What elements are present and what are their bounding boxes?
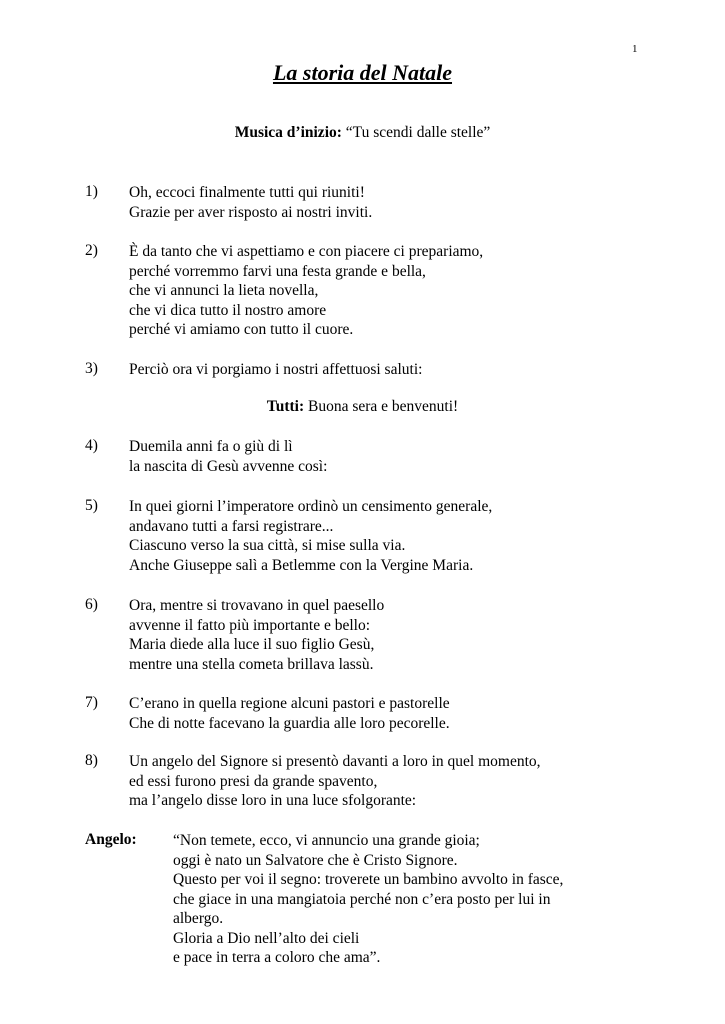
stanza-line: C’erano in quella regione alcuni pastori e pastorelle (129, 695, 450, 712)
stanza-line: Ciascuno verso la sua città, si mise sulla via. (129, 537, 406, 554)
angelo-line: che giace in una mangiatoia perché non c’era posto per lui in (173, 890, 551, 908)
stanza-line: che vi annunci la lieta novella, (129, 282, 319, 299)
page-title: La storia del Natale (272, 60, 453, 85)
stanza-line: È da tanto che vi aspettiamo e con piacere ci prepariamo, (129, 243, 484, 260)
tutti-label: Tutti: (266, 398, 305, 415)
stanza-line: perché vi amiamo con tutto il cuore. (129, 321, 354, 338)
stanza-number: 5) (85, 497, 98, 514)
angelo-line: “Non temete, ecco, vi annuncio una grande gioia; (173, 832, 480, 849)
page-number: 1 (632, 43, 638, 55)
stanza-number: 8) (85, 752, 98, 769)
stanza-number: 7) (85, 694, 98, 711)
stanza-line: ma l’angelo disse loro in una luce sfolgorante: (129, 792, 417, 809)
angelo-label: Angelo: (85, 831, 137, 848)
stanza-number: 2) (85, 242, 98, 259)
stanza-line: che vi dica tutto il nostro amore (129, 301, 327, 319)
stanza-line: In quei giorni l’imperatore ordinò un censimento generale, (129, 498, 493, 515)
stanza-line: Che di notte facevano la guardia alle loro pecorelle. (129, 714, 450, 732)
stanza-line: Perciò ora vi porgiamo i nostri affettuosi saluti: (129, 361, 423, 378)
angelo-line: Questo per voi il segno: troverete un bambino avvolto in fasce, (173, 871, 564, 888)
stanza-line: Oh, eccoci finalmente tutti qui riuniti! (129, 184, 365, 201)
angelo-line: albergo. (173, 910, 224, 927)
stanza-number: 1) (85, 183, 98, 200)
stanza-line: mentre una stella cometa brillava lassù. (129, 655, 374, 673)
stanza-line: Ora, mentre si trovavano in quel paesello (129, 597, 385, 614)
opening-music-song: “Tu scendi dalle stelle” (345, 124, 491, 141)
stanza-line: perché vorremmo farvi una festa grande e bella, (129, 262, 426, 280)
tutti-text: Buona sera e benvenuti! (307, 398, 459, 415)
stanza-line: Maria diede alla luce il suo figlio Gesù, (129, 636, 375, 653)
opening-music-label: Musica d’inizio: (234, 124, 342, 141)
tutti-response (0, 398, 725, 416)
stanza-number: 4) (85, 437, 98, 454)
angelo-line: e pace in terra a coloro che ama”. (173, 949, 381, 966)
angelo-line: oggi è nato un Salvatore che è Cristo Signore. (173, 851, 458, 869)
opening-music (0, 124, 725, 142)
stanza-number: 3) (85, 360, 98, 377)
stanza-line: la nascita di Gesù avvenne così: (129, 457, 328, 475)
stanza-line: Grazie per aver risposto ai nostri inviti. (129, 203, 373, 221)
stanza-line: Anche Giuseppe salì a Betlemme con la Vergine Maria. (129, 556, 474, 574)
stanza-line: Duemila anni fa o giù di lì (129, 438, 293, 455)
stanza-line: avvenne il fatto più importante e bello: (129, 616, 371, 634)
stanza-line: ed essi furono presi da grande spavento, (129, 772, 378, 790)
angelo-line: Gloria a Dio nell’alto dei cieli (173, 929, 360, 947)
stanza-line: andavano tutti a farsi registrare... (129, 517, 334, 535)
stanza-number: 6) (85, 596, 98, 613)
stanza-line: Un angelo del Signore si presentò davanti a loro in quel momento, (129, 753, 541, 770)
